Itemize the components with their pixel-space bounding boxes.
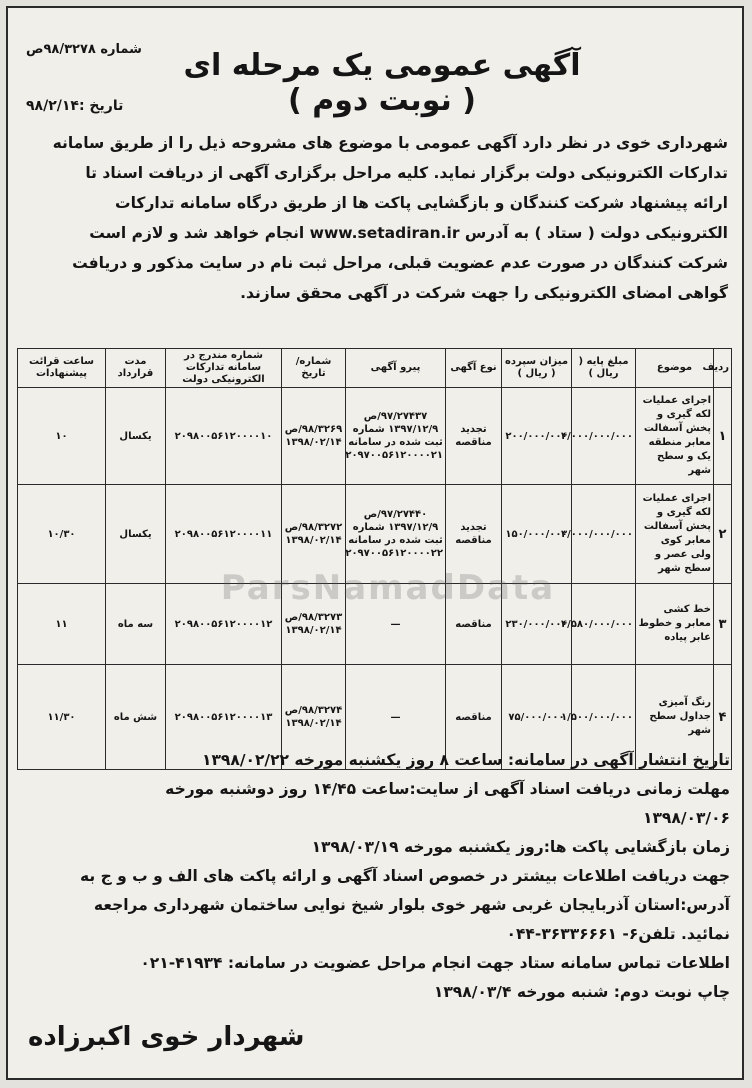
cell-row: ۴	[714, 665, 732, 770]
col-header-base-amount: مبلغ پایه ( ریال )	[572, 349, 636, 388]
col-header-deposit: میزان سپرده ( ریال )	[502, 349, 572, 388]
cell-follow-up: ۹۷/۲۷۴۳۷/ص ۱۳۹۷/۱۲/۹ شماره ثبت شده در سامانه ۲۰۹۷۰۰۵۶۱۲۰۰۰۰۲۱	[346, 388, 446, 485]
setad-contact: اطلاعات تماس سامانه ستاد جهت انجام مراحل عضویت در سامانه: ۴۱۹۳۴-۰۲۱	[140, 954, 730, 972]
cell-row: ۲	[714, 485, 732, 584]
cell-follow-up: —	[346, 665, 446, 770]
intro-paragraph	[22, 128, 728, 308]
table-row	[18, 584, 732, 665]
cell-opening-time: ۱۰	[18, 388, 106, 485]
cell-row: ۳	[714, 584, 732, 665]
cell-setad-number: ۲۰۹۸۰۰۵۶۱۲۰۰۰۰۱۳	[166, 665, 282, 770]
cell-subject: اجرای عملیات لکه گیری و پخش آسفالت معابر کوی ولی عصر و سطح شهر	[636, 485, 714, 584]
cell-follow-up: —	[346, 584, 446, 665]
cell-type: مناقصه	[446, 665, 502, 770]
cell-base-amount: ۴/۰۰۰/۰۰۰/۰۰۰	[572, 388, 636, 485]
intro-line: شهرداری خوی در نظر دارد آگهی عمومی با موضوع های مشروحه ذیل را از طریق سامانه	[52, 134, 728, 152]
intro-line: الکترونیکی دولت ( ستاد ) به آدرس www.setadiran.ir انجام خواهد شد و لازم است	[89, 224, 728, 242]
col-header-subject: موضوع	[636, 349, 714, 388]
cell-deposit: ۲۳۰/۰۰۰/۰۰۰	[502, 584, 572, 665]
cell-setad-number: ۲۰۹۸۰۰۵۶۱۲۰۰۰۰۱۰	[166, 388, 282, 485]
cell-base-amount: ۱/۵۰۰/۰۰۰/۰۰۰	[572, 665, 636, 770]
footer-details	[20, 746, 730, 1007]
cell-opening-time: ۱۱	[18, 584, 106, 665]
table-row	[18, 485, 732, 584]
cell-deposit: ۱۵۰/۰۰۰/۰۰۰	[502, 485, 572, 584]
opening-date: زمان بازگشایی پاکت ها:روز یکشنبه مورخه ۱۳۹۸/۰۳/۱۹	[311, 838, 730, 856]
col-header-setad-number: شماره مندرج در سامانه تدارکات الکترونیکی دولت	[166, 349, 282, 388]
tender-table	[17, 348, 732, 770]
advertisement-page	[6, 6, 744, 1080]
cell-number-date: ۹۸/۳۲۶۹/ص ۱۳۹۸/۰۲/۱۴	[282, 388, 346, 485]
cell-number-date: ۹۸/۳۲۷۲/ص ۱۳۹۸/۰۲/۱۴	[282, 485, 346, 584]
cell-duration: یکسال	[106, 388, 166, 485]
publish-date: تاریخ انتشار آگهی در سامانه: ساعت ۸ روز یکشنبه مورخه ۱۳۹۸/۰۲/۲۲	[201, 751, 730, 769]
info-line: جهت دریافت اطلاعات بیشتر در خصوص اسناد آگهی و ارائه پاکت های الف و ب و ج به	[79, 867, 730, 885]
cell-base-amount: ۳/۰۰۰/۰۰۰/۰۰۰	[572, 485, 636, 584]
cell-subject: رنگ آمیزی جداول سطح شهر	[636, 665, 714, 770]
cell-deposit: ۲۰۰/۰۰۰/۰۰۰	[502, 388, 572, 485]
cell-type: تجدید مناقصه	[446, 388, 502, 485]
address-line: آدرس:استان آذربایجان غربی شهر خوی بلوار شیخ نوایی ساختمان شهرداری مراجعه	[93, 896, 730, 914]
cell-setad-number: ۲۰۹۸۰۰۵۶۱۲۰۰۰۰۱۲	[166, 584, 282, 665]
col-header-row: ردیف	[714, 349, 732, 388]
watermark: ParsNamadData	[220, 568, 556, 608]
document-deadline: مهلت زمانی دریافت اسناد آگهی از سایت:ساعت ۱۴/۴۵ روز دوشنبه مورخه	[165, 780, 730, 798]
cell-row: ۱	[714, 388, 732, 485]
col-header-duration: مدت قرارداد	[106, 349, 166, 388]
phone-line: نمائید. تلفن۶- ۳۶۳۳۶۶۶۱-۰۴۴	[506, 925, 730, 943]
mayor-signature: شهردار خوی اکبرزاده	[28, 1022, 305, 1052]
cell-subject: اجرای عملیات لکه گیری و پخش آسفالت معابر منطقه یک و سطح شهر	[636, 388, 714, 485]
cell-follow-up: ۹۷/۲۷۴۴۰/ص ۱۳۹۷/۱۲/۹ شماره ثبت شده در سامانه ۲۰۹۷۰۰۵۶۱۲۰۰۰۰۲۲	[346, 485, 446, 584]
cell-base-amount: ۴/۵۸۰/۰۰۰/۰۰۰	[572, 584, 636, 665]
table-header-row	[18, 349, 732, 388]
cell-duration: سه ماه	[106, 584, 166, 665]
intro-line: شرکت کنندگان در صورت عدم عضویت قبلی، مراحل ثبت نام در سایت مذکور و دریافت	[72, 254, 728, 272]
intro-line: ارائه پیشنهاد شرکت کنندگان و بازگشایی پاکت ها از طریق درگاه سامانه تدارکات	[115, 194, 728, 212]
cell-type: مناقصه	[446, 584, 502, 665]
cell-duration: شش ماه	[106, 665, 166, 770]
cell-duration: یکسال	[106, 485, 166, 584]
cell-subject: خط کشی معابر و خطوط عابر پیاده	[636, 584, 714, 665]
table-row	[18, 388, 732, 485]
header	[8, 8, 742, 118]
cell-number-date: ۹۸/۳۲۷۴/ص ۱۳۹۸/۰۲/۱۴	[282, 665, 346, 770]
cell-setad-number: ۲۰۹۸۰۰۵۶۱۲۰۰۰۰۱۱	[166, 485, 282, 584]
col-header-follow-up: پیرو آگهی	[346, 349, 446, 388]
cell-opening-time: ۱۱/۳۰	[18, 665, 106, 770]
col-header-number-date: شماره/تاریخ	[282, 349, 346, 388]
document-deadline-date: ۱۳۹۸/۰۳/۰۶	[642, 809, 730, 827]
cell-number-date: ۹۸/۳۲۷۳/ص ۱۳۹۸/۰۲/۱۴	[282, 584, 346, 665]
col-header-opening-time: ساعت قرائت پیشنهادات	[18, 349, 106, 388]
cell-opening-time: ۱۰/۳۰	[18, 485, 106, 584]
second-print-date: چاپ نوبت دوم: شنبه مورخه ۱۳۹۸/۰۳/۴	[433, 983, 730, 1001]
col-header-type: نوع آگهی	[446, 349, 502, 388]
intro-line: تدارکات الکترونیکی دولت برگزار نماید. کلیه مراحل برگزاری آگهی از دریافت اسناد تا	[85, 164, 728, 182]
notice-number: شماره ۹۸/۳۲۷۸ص	[26, 42, 142, 57]
cell-type: تجدید مناقصه	[446, 485, 502, 584]
cell-deposit: ۷۵/۰۰۰/۰۰۰	[502, 665, 572, 770]
intro-line: گواهی امضای الکترونیکی را جهت شرکت در آگهی محقق سازند.	[240, 284, 728, 302]
page-title: آگهی عمومی یک مرحله ای ( نوبت دوم )	[183, 48, 581, 118]
notice-date: تاریخ :۹۸/۲/۱۴	[26, 98, 124, 114]
